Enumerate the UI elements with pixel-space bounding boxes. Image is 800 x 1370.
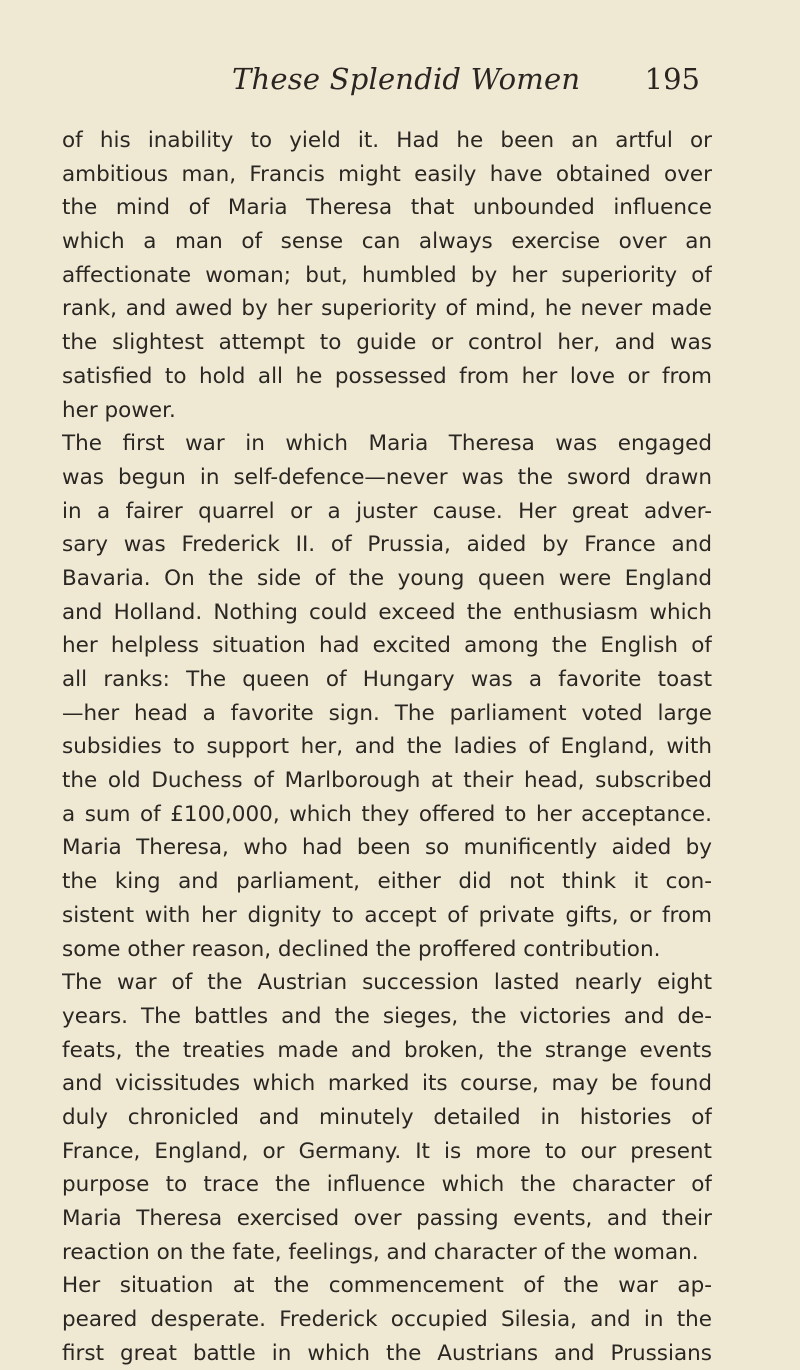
text-line: in a fairer quarrel or a juster cause. Her great adver- [62, 498, 712, 524]
text-line: years. The battles and the sieges, the victories and de- [62, 1003, 712, 1029]
text-line: the mind of Maria Theresa that unbounded influence [62, 195, 712, 221]
text-line: first great battle in which the Austrians and Prussians [62, 1340, 712, 1366]
page-number: 195 [644, 62, 700, 96]
text-line: of his inability to yield it. Had he been an artful or [62, 128, 712, 153]
text-line: Maria Theresa, who had been so munificently aided by [62, 835, 712, 861]
text-line: rank, and awed by her superiority of mind, he never made [62, 296, 712, 322]
text-line: her power. [62, 397, 176, 423]
text-line: was begun in self-defence—never was the sword drawn [62, 464, 712, 490]
text-line: Maria Theresa exercised over passing events, and their [62, 1206, 712, 1231]
text-line: Her situation at the commencement of the war ap- [62, 1273, 712, 1299]
text-line: peared desperate. Frederick occupied Silesia, and in the [62, 1307, 712, 1333]
text-line: subsidies to support her, and the ladies of England, with [62, 734, 712, 760]
text-line: her helpless situation had excited among the English of [62, 633, 712, 659]
text-line: the old Duchess of Marlborough at their head, subscribed [62, 768, 712, 794]
text-line: the king and parliament, either did not think it con- [62, 869, 712, 895]
text-line: sary was Frederick II. of Prussia, aided by France and [62, 532, 712, 558]
text-line: France, England, or Germany. It is more to our present [62, 1138, 712, 1164]
body-text [62, 124, 712, 1370]
text-line: The war of the Austrian succession lasted nearly eight [62, 970, 712, 996]
text-line: and Holland. Nothing could exceed the enthusiasm which [62, 599, 712, 625]
text-line: all ranks: The queen of Hungary was a favorite toast [62, 667, 712, 692]
running-title: These Splendid Women [232, 62, 581, 96]
text-line: sistent with her dignity to accept of private gifts, or from [62, 902, 712, 928]
text-line: ambitious man, Francis might easily have obtained over [62, 161, 712, 187]
text-line: feats, the treaties made and broken, the strange events [62, 1037, 712, 1063]
text-line: affectionate woman; but, humbled by her superiority of [62, 262, 712, 288]
text-line: some other reason, declined the proffered contribution. [62, 936, 661, 962]
text-line: satisfied to hold all he possessed from her love or from [62, 363, 712, 389]
text-line: duly chronicled and minutely detailed in histories of [62, 1104, 712, 1130]
text-line: the slightest attempt to guide or control her, and was [62, 330, 712, 356]
text-line: a sum of £100,000, which they offered to her acceptance. [62, 801, 712, 827]
text-line: Bavaria. On the side of the young queen were England [62, 565, 712, 591]
text-line: which a man of sense can always exercise over an [62, 229, 712, 255]
text-line: and vicissitudes which marked its course, may be found [62, 1071, 712, 1097]
text-line: —her head a favorite sign. The parliament voted large [62, 700, 712, 726]
text-line: The first war in which Maria Theresa was engaged [62, 431, 712, 457]
text-line: reaction on the fate, feelings, and character of the woman. [62, 1239, 699, 1265]
text-line: purpose to trace the influence which the character of [62, 1172, 712, 1198]
page-header [62, 62, 700, 102]
